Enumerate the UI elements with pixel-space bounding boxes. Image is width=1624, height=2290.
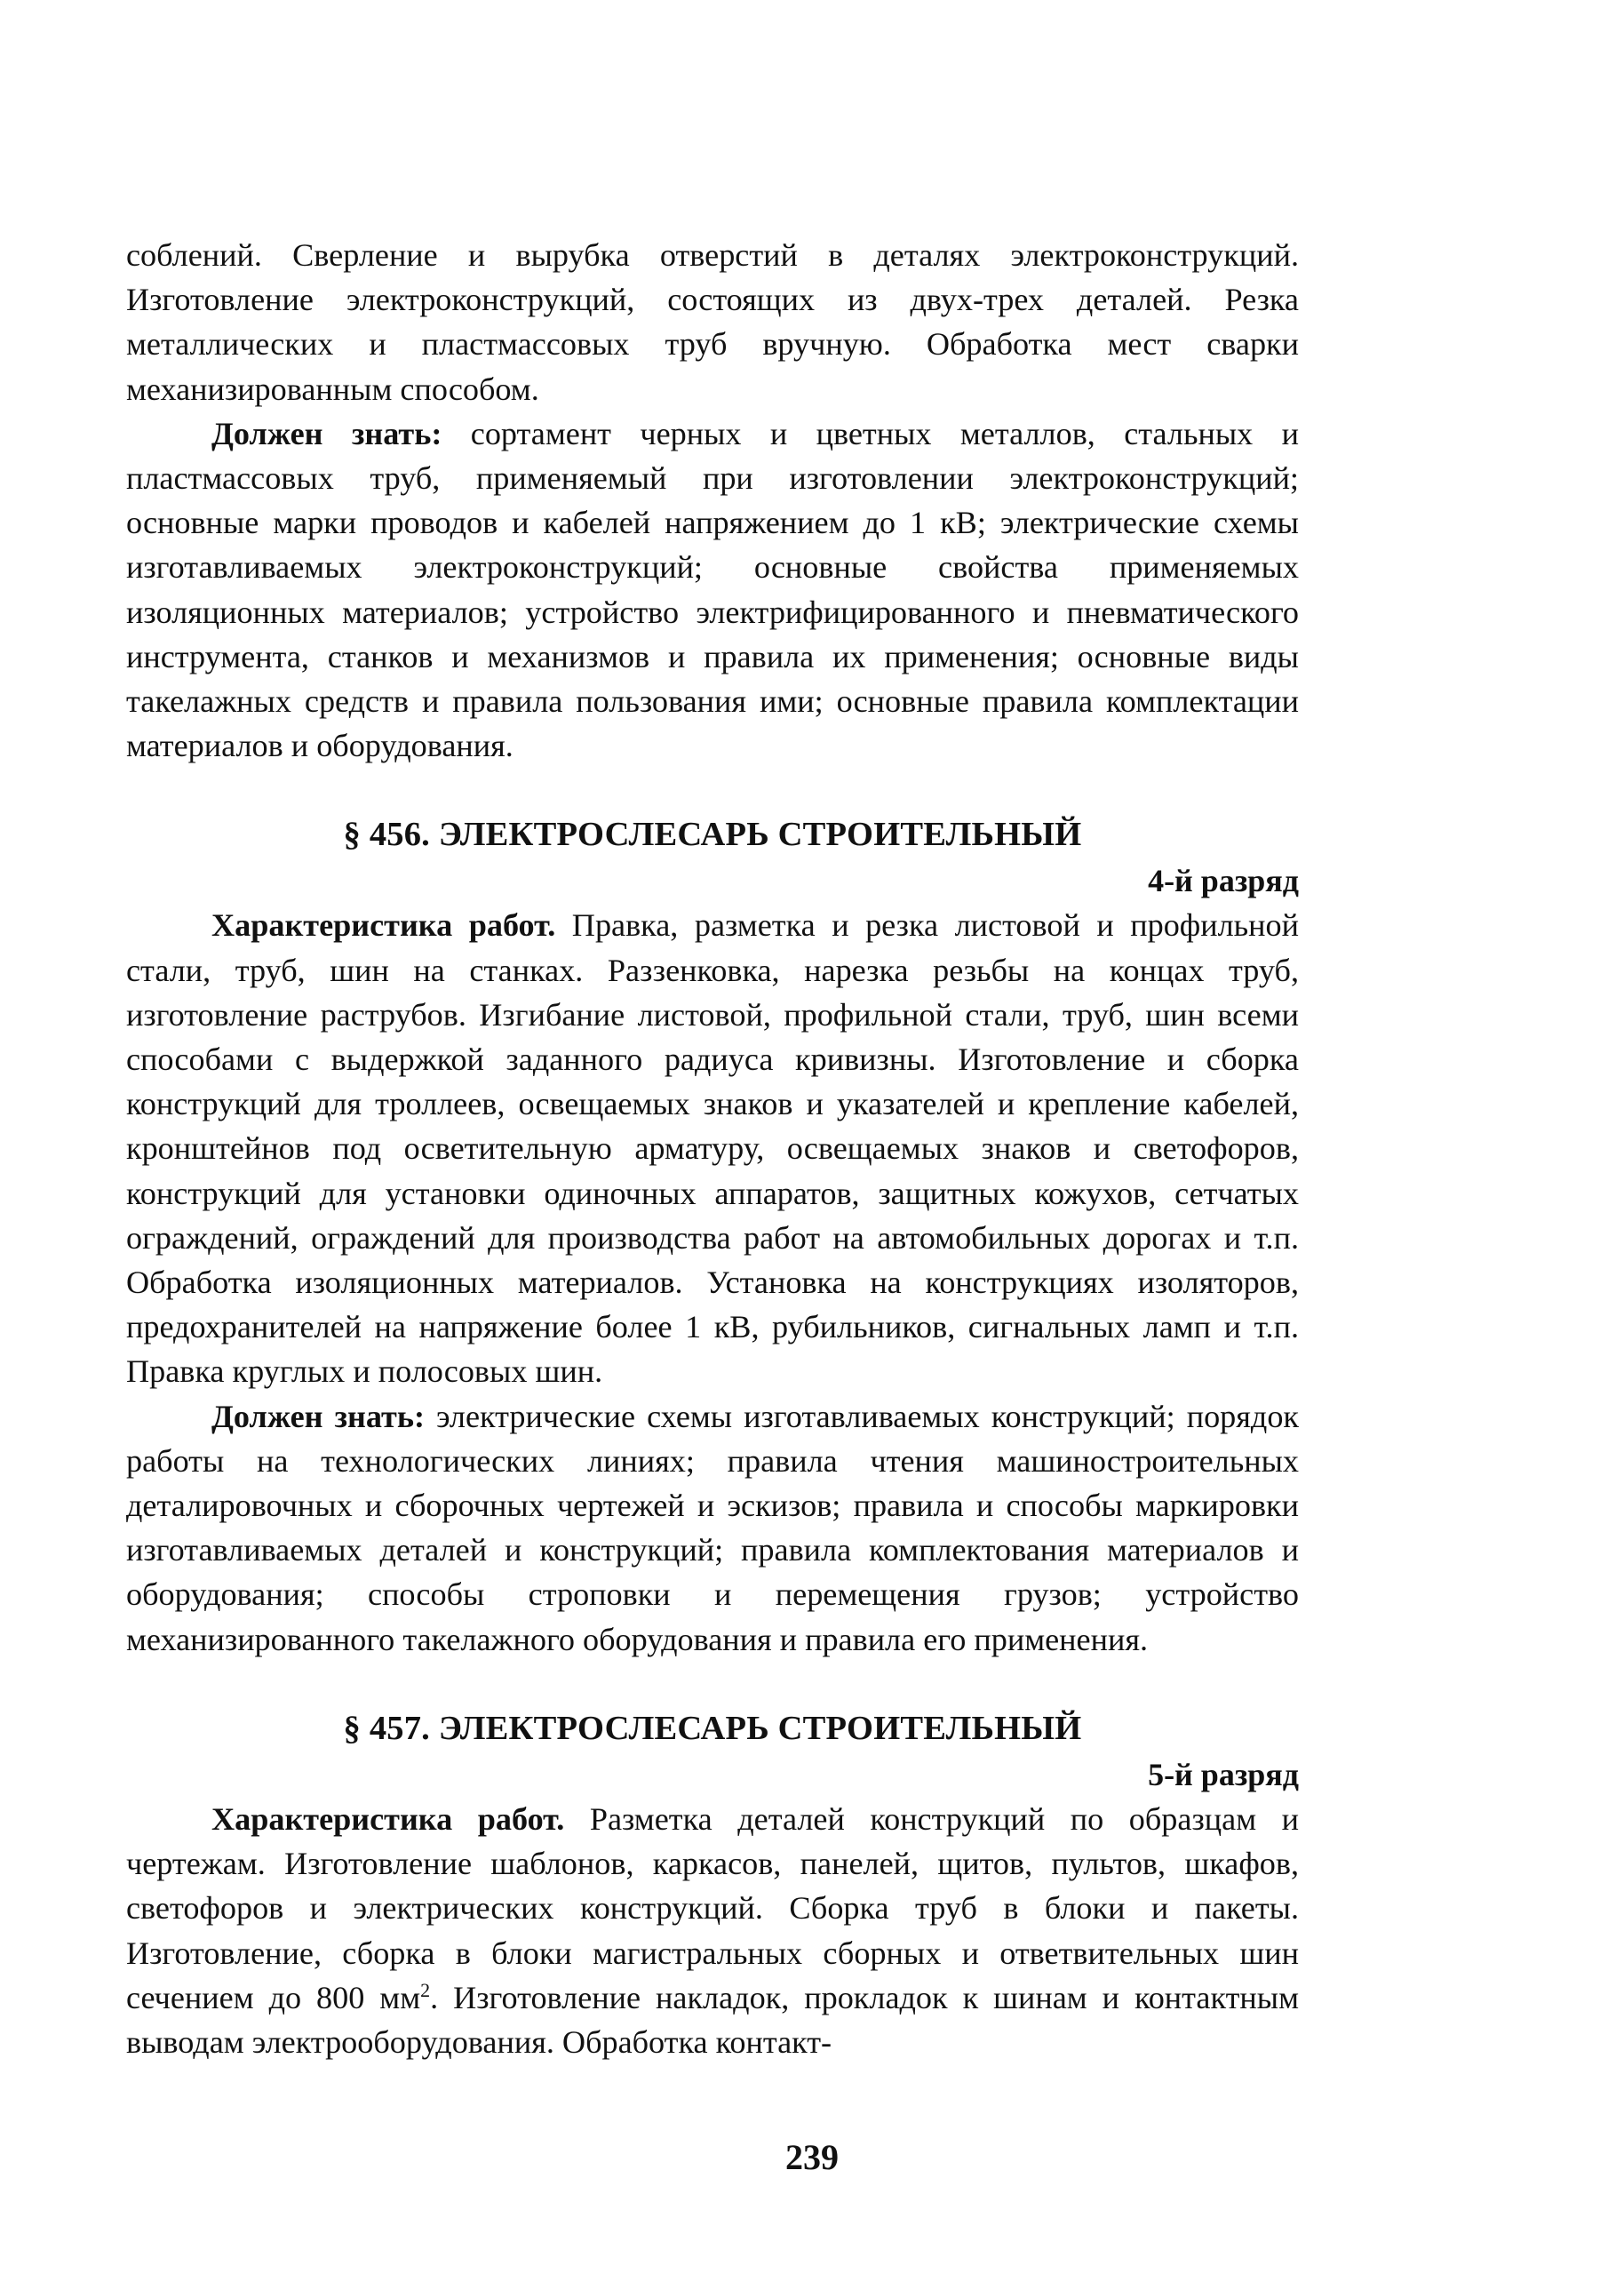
section-457-heading: § 457. ЭЛЕКТРОСЛЕСАРЬ СТРОИТЕЛЬНЫЙ bbox=[343, 1709, 1082, 1747]
knowledge-text: электрические схемы изготавливаемых конструкций; порядок работы на технологических линиях; правила чтения машиностроительных деталировочных и сборочных чертежей и эскизов; правила и способы маркировки изготавливаемых деталей и конструкций; правила комплектования материалов и оборудования; способы строповки и перемещения грузов; устройство механизированного такелажного оборудования и правила его применения. bbox=[126, 1398, 1299, 1657]
section-456-heading: § 456. ЭЛЕКТРОСЛЕСАРЬ СТРОИТЕЛЬНЫЙ bbox=[343, 816, 1082, 854]
page-number: 239 bbox=[785, 2137, 839, 2177]
knowledge-label: Должен знать: bbox=[211, 415, 442, 451]
work-characteristics-text-part2: . Изготовление накладок, прокладок к шинам и контактным выводам электрооборудования. Обработка контакт- bbox=[126, 1979, 1299, 2060]
section-457-work-paragraph bbox=[126, 1797, 1299, 2064]
work-characteristics-text: Правка, разметка и резка листовой и профильной стали, труб, шин на станках. Раззенковка, нарезка резьбы на концах труб, изготовление раструбов. Изгибание листовой, профильной стали, труб, шин всеми способами с выдержкой заданного радиуса кривизны. Изготовление и сборка конструкций для троллеев, освещаемых знаков и указателей и крепление кабелей, кронштейнов под осветительную арматуру, освещаемых знаков и светофоров, конструкций для установки одиночных аппаратов, защитных кожухов, сетчатых ограждений, ограждений для производства работ на автомобильных дорогах и т.п. Обработка изоляционных материалов. Установка на конструкциях изоляторов, предохранителей на напряжение более 1 кВ, рубильников, сигнальных ламп и т.п. Правка круглых и полосовых шин. bbox=[126, 907, 1299, 1390]
knowledge-label: Должен знать: bbox=[211, 1398, 426, 1434]
superscript-exponent: 2 bbox=[420, 1978, 431, 2001]
work-characteristics-label: Характеристика работ. bbox=[211, 1800, 565, 1837]
knowledge-paragraph-top bbox=[126, 411, 1299, 769]
work-characteristics-label: Характеристика работ. bbox=[211, 907, 556, 944]
section-456-knowledge-paragraph bbox=[126, 1394, 1299, 1662]
section-457-grade: 5-й разряд bbox=[1148, 1756, 1299, 1792]
section-456-grade: 4-й разряд bbox=[1148, 863, 1299, 899]
continuation-paragraph bbox=[126, 233, 1299, 411]
work-characteristics-text-part1: Разметка деталей конструкций по образцам и чертежам. Изготовление шаблонов, каркасов, панелей, щитов, пультов, шкафов, светофоров и электрических конструкций. Сборка труб в блоки и пакеты. Изготовление, сборка в блоки магистральных сборных и ответвительных шин сечением до 800 мм bbox=[126, 1800, 1299, 2015]
knowledge-text: сортамент черных и цветных металлов, стальных и пластмассовых труб, применяемый при изготовлении электроконструкций; основные марки проводов и кабелей напряжением до 1 кВ; электрические схемы изготавливаемых электроконструкций; основные свойства применяемых изоляционных материалов; устройство электрифицированного и пневматического инструмента, станков и механизмов и правила их применения; основные виды такелажных средств и правила пользования ими; основные правила комплектации материалов и оборудования. bbox=[126, 415, 1299, 764]
section-456-work-paragraph bbox=[126, 903, 1299, 1393]
document-page bbox=[126, 233, 1299, 2064]
continuation-text: соблений. Сверление и вырубка отверстий в деталях электроконструкций. Изготовление электроконструкций, состоящих из двух-трех деталей. Резка металлических и пластмассовых труб вручную. Обработка мест сварки механизированным способом. bbox=[126, 237, 1299, 407]
